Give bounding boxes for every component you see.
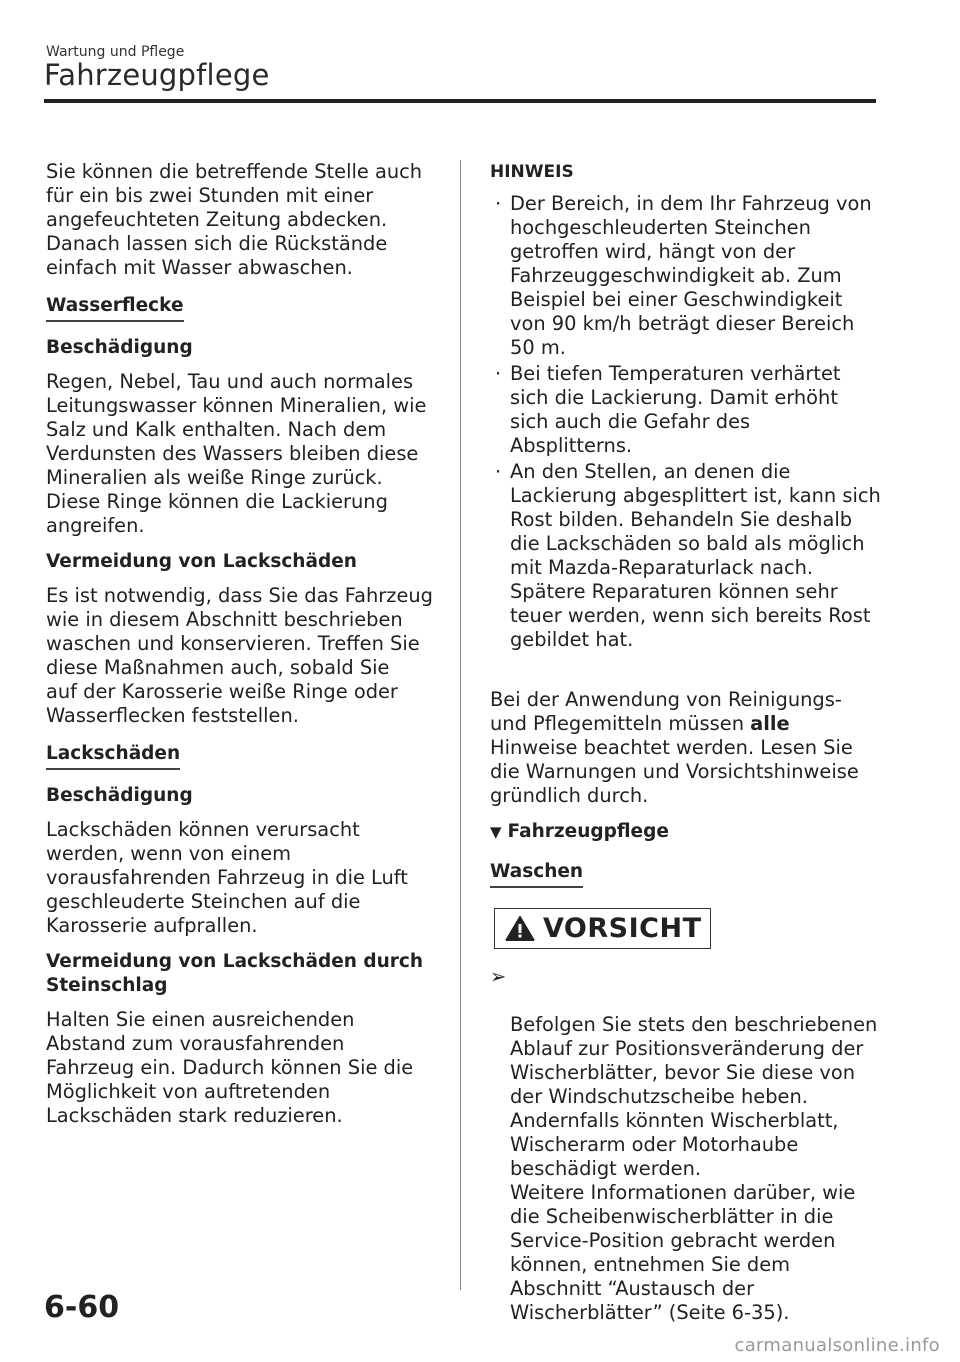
note-item-text: Der Bereich, in dem Ihr Fahrzeug von hochgeschleuderten Steinchen getroffen wird, hängt von der Fahrzeuggeschwindigkeit ab. Zum Beispiel bei einer Geschwindigkeit von 90 km/h beträgt dieser Bereich 50 m. xyxy=(510,192,872,359)
section-heading-text: Fahrzeugpflege xyxy=(507,821,669,842)
column-divider xyxy=(460,160,461,1290)
dot-bullet-icon: · xyxy=(495,362,502,385)
note-item xyxy=(490,362,890,458)
note-label: HINWEIS xyxy=(490,162,574,182)
header-rule xyxy=(44,99,876,103)
note-item-text: Bei tiefen Temperaturen verhärtet sich die Lackierung. Damit erhöht sich auch die Gefahr des Absplitterns. xyxy=(510,362,841,457)
watermark-link[interactable]: carmanualsonline.info xyxy=(734,1335,940,1356)
page-title: Fahrzeugpflege xyxy=(44,58,270,92)
right-column xyxy=(490,160,890,1325)
note-item xyxy=(490,192,890,360)
subhead-waschen: Waschen xyxy=(490,860,583,888)
care-text-b: Hinweise beachtet werden. Lesen Sie die Warnungen und Vorsichtshinweise gründlich durch. xyxy=(490,736,859,807)
intro-paragraph: Sie können die betreffende Stelle auch für ein bis zwei Stunden mit einer angefeuchteten Zeitung abdecken. Danach lassen sich die Rückstände einfach mit Wasser abwaschen. xyxy=(46,160,423,279)
paint-damage-text: Lackschäden können verursacht werden, wenn von einem vorausfahrenden Fahrzeug in die Luft geschleuderte Steinchen auf die Karosserie aufprallen. xyxy=(46,818,408,937)
paint-avoid-text: Halten Sie einen ausreichenden Abstand zum vorausfahrenden Fahrzeug ein. Dadurch können Sie die Möglichkeit von auftretenden Lackschäden stark reduzieren. xyxy=(46,1008,414,1127)
caution-label: VORSICHT xyxy=(543,912,702,944)
label-paint-damage: Beschädigung xyxy=(46,785,193,806)
caution-list xyxy=(490,965,890,1325)
section-heading xyxy=(490,820,890,844)
water-avoid-text: Es ist notwendig, dass Sie das Fahrzeug wie in diesem Abschnitt beschrieben waschen und konservieren. Treffen Sie diese Maßnahmen auch, sobald Sie auf der Karosserie weiße Ringe oder Wasserflecken feststellen. xyxy=(46,584,433,727)
warning-triangle-icon xyxy=(505,915,535,942)
section-label: Wartung und Pflege xyxy=(46,44,185,60)
page-number: 6-60 xyxy=(44,1290,120,1325)
caution-item xyxy=(490,965,890,1325)
left-column xyxy=(46,160,446,1140)
caution-item-text: Befolgen Sie stets den beschriebenen Ablauf zur Positionsveränderung der Wischerblätter, bevor Sie diese von der Windschutzscheibe heben. Andernfalls könnten Wischerblatt, Wischerarm oder Motorhaube beschädigt werden. Weitere Informationen darüber, wie die Scheibenwischerblätter in die Service-Position gebracht werden können, entnehmen Sie dem Abschnitt “Austausch der Wischerblätter” (Seite 6-35). xyxy=(510,1013,878,1324)
label-paint-avoid: Vermeidung von Lackschäden durch Steinschlag xyxy=(46,951,424,996)
caution-box xyxy=(494,908,711,949)
note-item xyxy=(490,460,890,652)
note-list xyxy=(490,192,890,652)
triangle-down-icon: ▼ xyxy=(490,823,502,841)
label-water-avoid: Vermeidung von Lackschäden xyxy=(46,551,357,572)
label-water-damage: Beschädigung xyxy=(46,337,193,358)
care-text-bold: alle xyxy=(750,712,790,735)
dot-bullet-icon: · xyxy=(495,460,502,483)
subhead-lackschaeden: Lackschäden xyxy=(46,742,180,770)
note-item-text: An den Stellen, an denen die Lackierung abgesplittert ist, kann sich Rost bilden. Behandeln Sie deshalb die Lackschäden so bald als möglich mit Mazda-Reparaturlack nach. Spätere Reparaturen können sehr teuer werden, wenn sich bereits Rost gebildet hat. xyxy=(510,460,881,651)
water-damage-text: Regen, Nebel, Tau und auch normales Leitungswasser können Mineralien, wie Salz und Kalk enthalten. Nach dem Verdunsten des Wassers bleiben diese Mineralien als weiße Ringe zurück. Diese Ringe können die Lackierung angreifen. xyxy=(46,370,427,537)
care-paragraph xyxy=(490,688,890,808)
dot-bullet-icon: · xyxy=(495,192,502,215)
subhead-wasserflecke: Wasserflecke xyxy=(46,294,184,322)
arrow-right-icon: ➢ xyxy=(490,965,507,988)
care-text-a: Bei der Anwendung von Reinigungs- und Pflegemitteln müssen xyxy=(490,688,842,735)
